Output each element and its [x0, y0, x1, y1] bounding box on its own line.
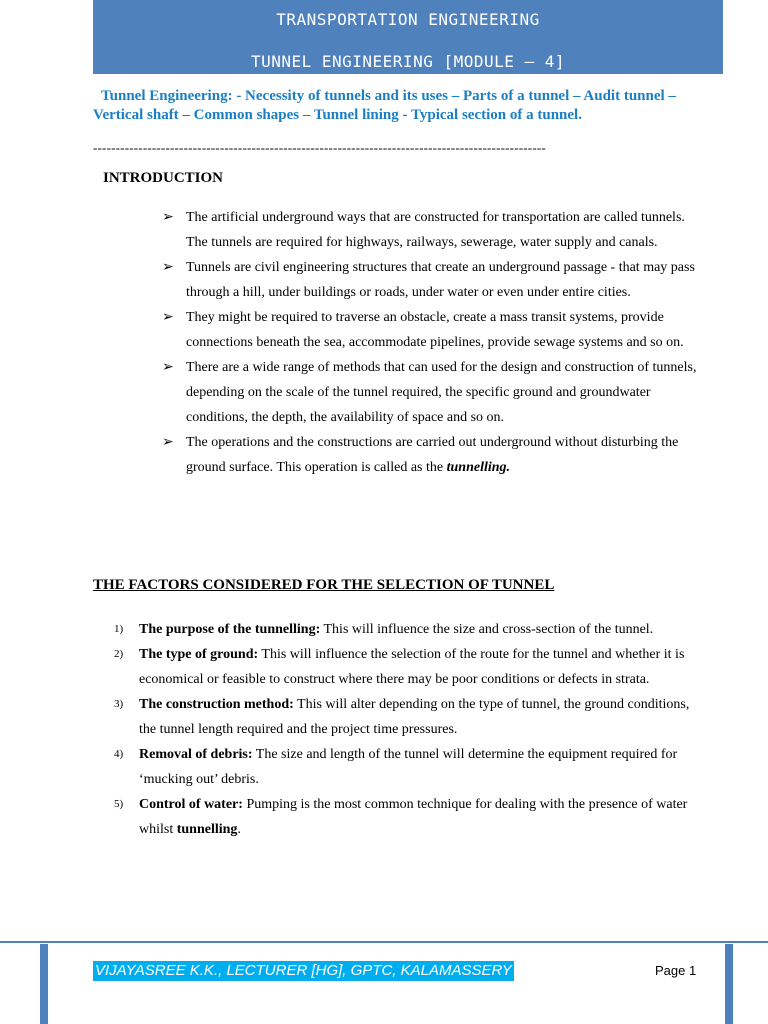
- arrow-bullet-icon: ➢: [162, 310, 174, 325]
- item-label: The purpose of the tunnelling:: [139, 622, 321, 637]
- footer-author: VIJAYASREE K.K., LECTURER [HG], GPTC, KALAMASSERY: [95, 962, 512, 979]
- item-label: The construction method:: [139, 697, 294, 712]
- item-label: The type of ground:: [139, 647, 259, 662]
- item-text: This will alter depending on the type of tunnel, the ground conditions, the tunnel length required and the project time pressures.: [139, 697, 690, 737]
- emphasis-tunnelling: tunnelling.: [446, 460, 511, 475]
- list-item: [160, 305, 700, 355]
- bullet-text: The operations and the constructions are carried out underground without disturbing the ground surface. This operation is called as the: [186, 435, 679, 475]
- list-item: [160, 430, 700, 480]
- item-text: Pumping is the most common technique for dealing with the presence of water whilst: [139, 797, 688, 837]
- header-title: TRANSPORTATION ENGINEERING: [276, 10, 540, 29]
- item-label: Removal of debris:: [139, 747, 253, 762]
- item-number: 4): [114, 748, 124, 760]
- list-item: [114, 792, 694, 842]
- footer-divider: [0, 941, 768, 943]
- separator-line: ----------------------------------------------------------------------------------------------------: [93, 140, 546, 155]
- arrow-bullet-icon: ➢: [162, 360, 174, 375]
- header-module: TUNNEL ENGINEERING [MODULE – 4]: [250, 52, 566, 71]
- bullet-text: They might be required to traverse an obstacle, create a mass transit systems, provide connections beneath the sea, accommodate pipelines, provide sewage systems and so on.: [186, 310, 684, 350]
- bullet-text: Tunnels are civil engineering structures that create an underground passage - that may pass through a hill, under buildings or roads, under water or even under entire cities.: [186, 260, 695, 300]
- list-item: [160, 255, 700, 305]
- introduction-heading: INTRODUCTION: [103, 170, 224, 186]
- bullet-text: There are a wide range of methods that can used for the design and construction of tunnels, depending on the scale of the tunnel required, the specific ground and groundwater conditions, the depth, the availability of space and so on.: [186, 360, 697, 425]
- item-number: 2): [114, 648, 124, 660]
- item-end: .: [237, 822, 241, 837]
- item-number: 3): [114, 698, 124, 710]
- page-header: [93, 0, 723, 74]
- footer-left-bar: [40, 944, 48, 1024]
- list-item: [114, 742, 694, 792]
- item-number: 5): [114, 798, 124, 810]
- item-text: This will influence the size and cross-section of the tunnel.: [320, 622, 654, 637]
- arrow-bullet-icon: ➢: [162, 435, 174, 450]
- page-number: Page 1: [655, 963, 697, 978]
- factors-heading: THE FACTORS CONSIDERED FOR THE SELECTION OF TUNNEL: [93, 577, 555, 593]
- syllabus-subtitle: Tunnel Engineering: - Necessity of tunnels and its uses – Parts of a tunnel – Audit tunnel – Vertical shaft – Common shapes – Tunnel lining - Typical section of a tunnel.: [93, 88, 676, 123]
- arrow-bullet-icon: ➢: [162, 260, 174, 275]
- item-text: This will influence the selection of the route for the tunnel and whether it is economical or feasible to construct where there may be poor conditions or defects in strata.: [139, 647, 685, 687]
- list-item: [160, 355, 700, 430]
- item-text: The size and length of the tunnel will determine the equipment required for ‘mucking out’ debris.: [139, 747, 678, 787]
- introduction-bullet-list: [160, 205, 700, 480]
- list-item: [114, 692, 694, 742]
- list-item: [160, 205, 700, 255]
- list-item: [114, 642, 694, 692]
- footer-right-bar: [725, 944, 733, 1024]
- list-item: [114, 617, 694, 642]
- factors-list: [114, 617, 694, 842]
- emphasis-tunnelling: tunnelling: [176, 822, 238, 837]
- bullet-text: The artificial underground ways that are constructed for transportation are called tunnels. The tunnels are required for highways, railways, sewerage, water supply and canals.: [186, 210, 685, 250]
- item-label: Control of water:: [139, 797, 243, 812]
- arrow-bullet-icon: ➢: [162, 210, 174, 225]
- item-number: 1): [114, 623, 124, 635]
